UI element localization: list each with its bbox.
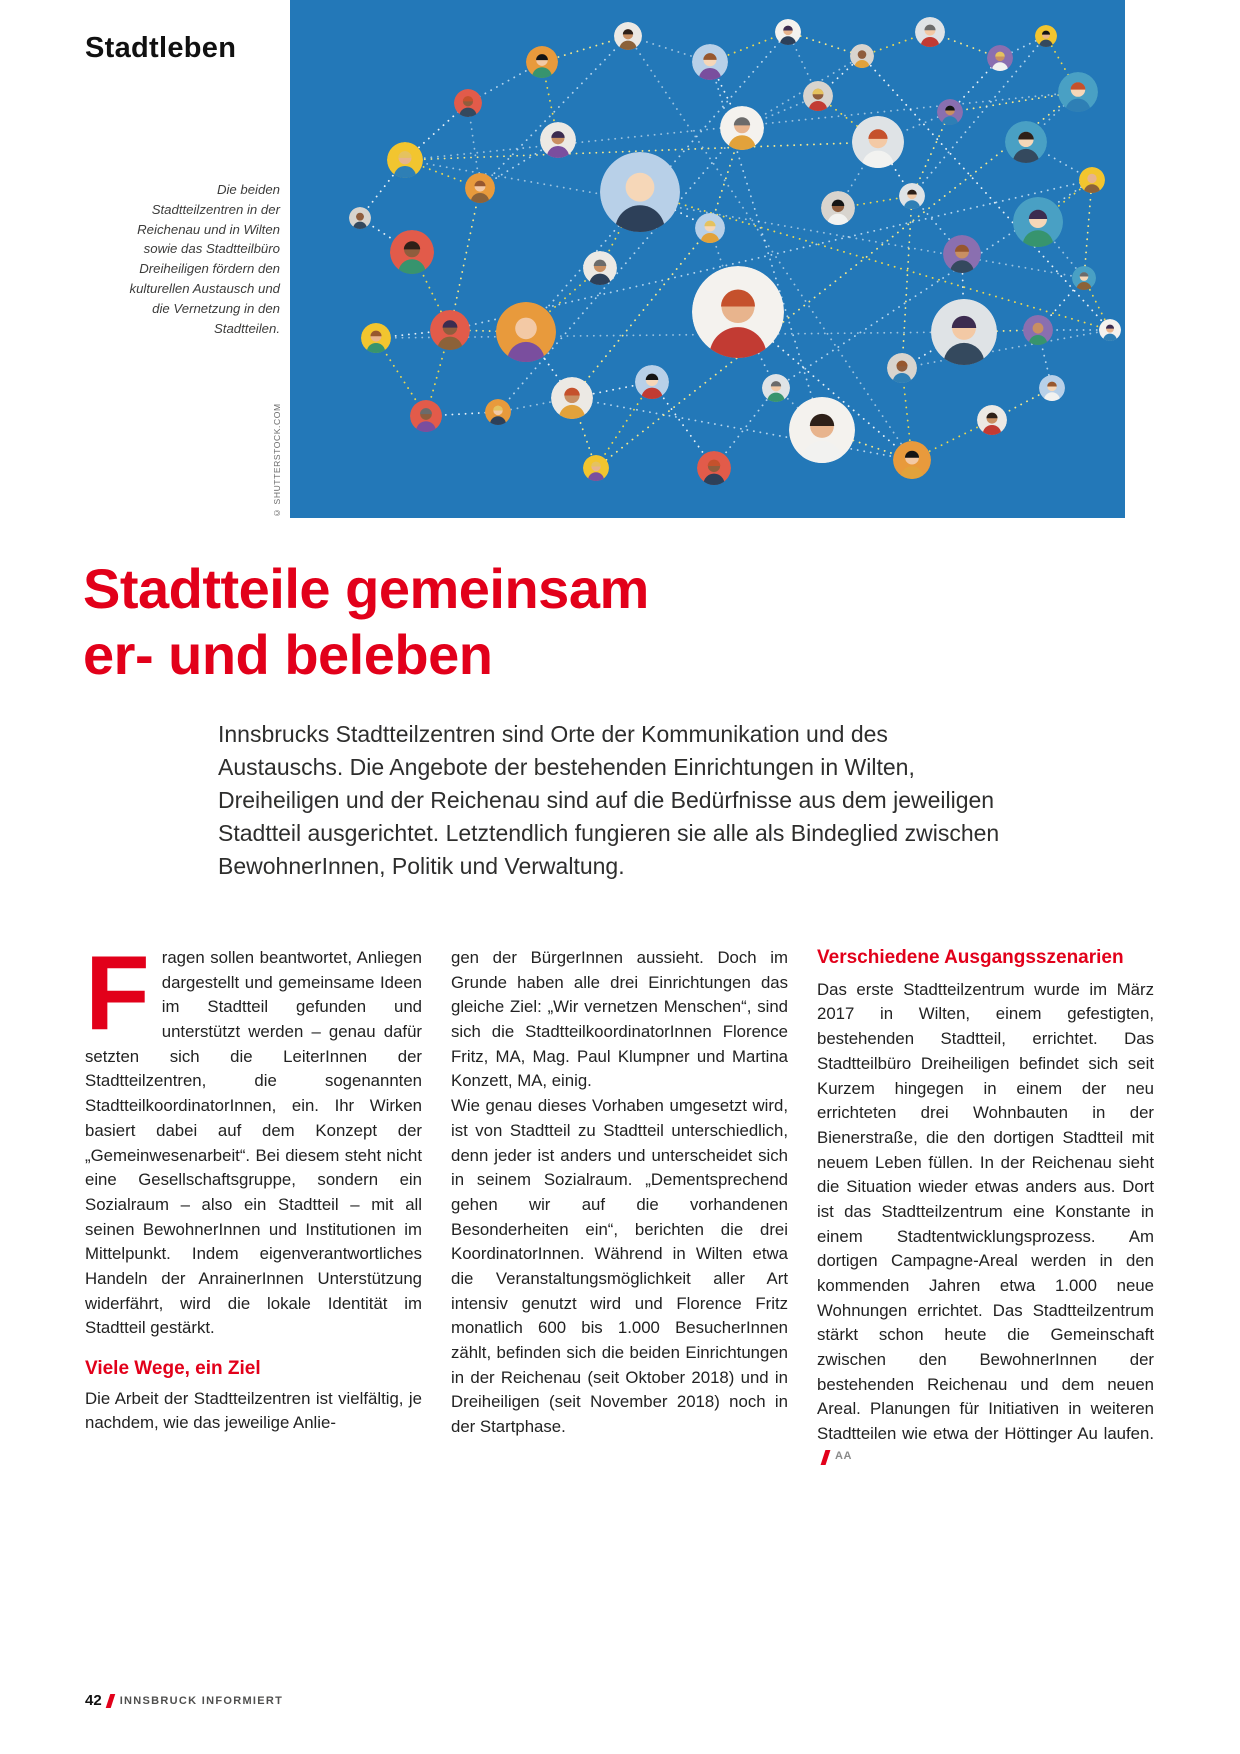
dropcap: F	[85, 934, 150, 1052]
article-lead: Innsbrucks Stadtteilzentren sind Orte der Kommunikation und des Austauschs. Die Angebote der bestehenden Einrichtungen in Wilten, Dreiheiligen und der Reichenau sind auf die Bedürfnisse aus dem jeweiligen Stadtteil ausgerichtet. Letztendlich fungieren sie alle als Bindeglied zwischen BewohnerInnen, Politik und Verwaltung.	[218, 721, 1000, 879]
people-network-illustration	[290, 0, 1125, 518]
body-column-2	[451, 946, 788, 1472]
red-slash-icon	[105, 1694, 115, 1708]
hero-image	[290, 0, 1125, 518]
author-initials: AA	[835, 1449, 852, 1462]
end-of-article-mark	[817, 1449, 852, 1468]
page-footer	[85, 1692, 1155, 1709]
article-body	[85, 934, 1155, 1472]
article-title-line2: er- und beleben	[83, 622, 493, 686]
paragraph	[817, 978, 1154, 1472]
red-slash-icon	[821, 1450, 831, 1465]
paragraph: gen der BürgerInnen aussieht. Doch im Grunde haben alle drei Einrichtungen das gleiche Ziel: „Wir vernetzen Menschen“, sind sich die StadtteilkoordinatorInnen Florence Fritz, MA, Mag. Paul Klumpner und Martina Konzett, MA, einig.	[451, 948, 788, 1091]
body-column-3	[817, 946, 1154, 1472]
page-number: 42	[85, 1692, 102, 1709]
article-title	[83, 556, 1063, 687]
paragraph: Wie genau dieses Vorhaben umgesetzt wird, ist von Stadtteil zu Stadtteil unterschiedlich, denn jeder ist anders und unterscheidet sich in seinem Sozialraum. „Dementsprechend gehen wir auf die vorhandenen Besonderheiten ein“, berichten die drei KoordinatorInnen. Während in Wilten etwa die Veranstaltungsmöglichkeit aller Art intensiv genutzt wird und Florence Fritz monatlich 600 bis 1.000 BesucherInnen zählt, befinden sich die beiden Einrichtungen in der Reichenau (seit Oktober 2018) und in Dreiheiligen (seit November 2018) noch in der Startphase.	[451, 1096, 788, 1437]
paragraph	[85, 934, 422, 1341]
paragraph-text: ragen sollen beantwortet, Anliegen dargestellt und gemeinsame Ideen im Stadtteil gefunden und unterstützt werden – genau dafür setzten sich die LeiterInnen der Stadtteilzentren, die sogenannten StadtteilkoordinatorInnen, ein. Ihr Wirken basiert dabei auf dem Konzept der „Gemeinwesenarbeit“. Bei diesem steht nicht eine Gesellschaftsgruppe, sondern ein Sozialraum – also ein Stadtteil – mit all seinen BewohnerInnen und Institutionen im Mittelpunkt. Indem eigenverantwortliches Handeln der AnrainerInnen Unterstützung widerfährt, wird die lokale Identität im Stadtteil gestärkt.	[85, 948, 422, 1338]
magazine-name: INNSBRUCK INFORMIERT	[119, 1694, 284, 1707]
section-label: Stadtleben	[85, 32, 237, 64]
paragraph: Die Arbeit der Stadtteilzentren ist vielfältig, je nachdem, wie das jeweilige Anlie-	[85, 1388, 422, 1433]
hero-caption: Die beiden Stadtteilzentren in der Reichenau und in Wilten sowie das Stadtteilbüro Dreiheiligen fördern den kulturellen Austausch und die Vernetzung in den Stadtteilen.	[129, 182, 280, 336]
photo-credit: © SHUTTERSTOCK.COM	[272, 403, 282, 518]
subhead-ausgangsszenarien: Verschiedene Ausgangsszenarien	[817, 947, 1124, 968]
paragraph-text: Das erste Stadtteilzentrum wurde im März 2017 in Wilten, einem gefestigten, bestehenden Stadtteil, errichtet. Das Stadtteilbüro Dreiheiligen befindet sich seit Kurzem hingegen in einem der neu errichteten drei Wohnbauten in der Bienerstraße, die den dortigen Stadtteil mit neuem Leben füllen. In der Reichenau sieht die Situation wieder etwas anders aus. Dort ist das Stadtteilzentrum eine Konstante in einem Stadtentwicklungsprozess. Am dortigen Campagne-Areal werden in den kommenden Jahren etwa 1.000 neue Wohnungen errichtet. Das Stadtteilzentrum stärkt schon heute die Gemeinschaft zwischen den BewohnerInnen der bestehenden Reichenau und dem neuen Areal. Planungen für Initiativen in weiteren Stadtteilen wie etwa der Höttinger Au laufen.	[817, 979, 1154, 1444]
subhead-viele-wege: Viele Wege, ein Ziel	[85, 1358, 261, 1379]
body-column-1	[85, 934, 422, 1472]
article-title-line1: Stadtteile gemeinsam	[83, 557, 649, 620]
